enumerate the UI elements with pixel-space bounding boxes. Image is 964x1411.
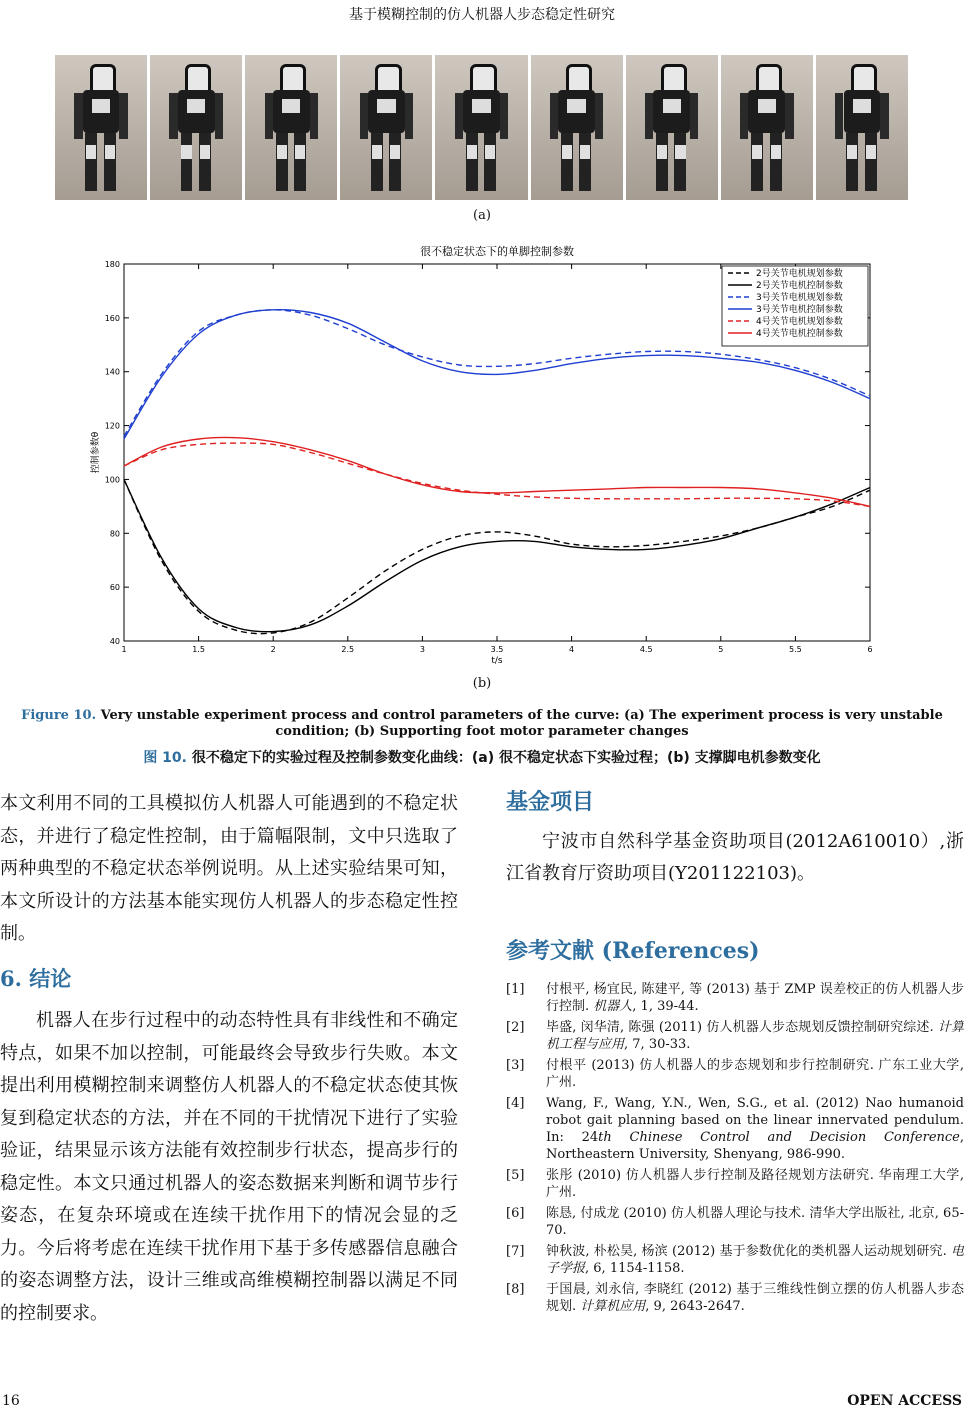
robot-photo-frame [245,55,337,200]
reference-item [506,1205,964,1239]
page-number: 16 [2,1393,20,1409]
reference-journal: 电子学报 [546,1244,964,1276]
reference-item [506,1243,964,1277]
y-tick-label: 60 [109,583,120,593]
reference-journal: 计算机应用 [580,1299,646,1314]
x-tick-label: 2 [270,645,276,654]
reference-number: [4] [506,1096,525,1111]
legend-entry: 3号关节电机控制参数 [756,305,843,315]
x-tick-label: 3 [419,645,425,654]
reference-text: Wang, F., Wang, Y.N., Wen, S.G., et al. (2012) Nao humanoid robot gait planning based on the linear innervated pendulum. In: 24 [546,1096,964,1145]
y-tick-label: 140 [104,367,120,377]
right-column [506,785,964,1319]
reference-journal: 计算机工程与应用 [546,1020,964,1052]
figure-caption-zh [0,747,964,767]
robot-photo-strip [55,55,908,200]
figure-sublabel-a: (a) [473,208,491,223]
reference-tail: , 9, 2643-2647. [645,1299,745,1314]
running-head: 基于模糊控制的仿人机器人步态稳定性研究 [349,7,615,23]
reference-number: [2] [506,1020,525,1035]
reference-number: [6] [506,1206,525,1221]
y-tick-label: 100 [104,475,120,485]
robot-photo-frame [340,55,432,200]
legend-entry: 4号关节电机规划参数 [756,317,843,327]
reference-number: [3] [506,1058,525,1073]
fund-title: 基金项目 [506,789,595,815]
figure-sublabel-b: (b) [472,676,492,691]
robot-photo-frame [150,55,242,200]
reference-number: [7] [506,1244,525,1259]
caption-zh-label: 图 10. [143,750,187,766]
reference-tail: , 1, 39-44. [632,999,699,1014]
reference-journal: 机器人 [593,999,633,1014]
x-tick-label: 5.5 [789,645,802,654]
section-title-conclusion: 6. 结论 [0,965,72,991]
legend-entry: 2号关节电机规划参数 [756,269,843,279]
reference-item [506,1019,964,1053]
references-title: 参考文献 (References) [506,938,760,964]
reference-item [506,981,964,1015]
parameter-line-chart [80,238,900,673]
reference-text: 付根平 (2013) 仿人机器人的步态规划和步行控制研究. 广东工业大学, 广州. [546,1058,964,1090]
legend-entry: 4号关节电机控制参数 [756,329,843,339]
left-column [0,788,458,1330]
reference-text: 于国晨, 刘永信, 李晓红 (2012) 基于三维线性倒立摆的仿人机器人步态规划. [546,1282,964,1314]
y-tick-label: 120 [104,421,120,431]
reference-number: [8] [506,1282,525,1297]
reference-tail: , 6, 1154-1158. [585,1261,685,1276]
robot-photo-frame [531,55,623,200]
reference-item [506,1281,964,1315]
fund-text: 宁波市自然科学基金资助项目(2012A610010）,浙江省教育厅资助项目(Y201122103)。 [506,831,964,884]
robot-photo-frame [721,55,813,200]
reference-text: 毕盛, 闵华清, 陈强 (2011) 仿人机器人步态规划反馈控制研究综述. [546,1020,938,1035]
reference-text: 陈恳, 付成龙 (2010) 仿人机器人理论与技术. 清华大学出版社, 北京, 65-70. [546,1206,964,1238]
robot-photo-frame [626,55,718,200]
reference-item [506,1167,964,1201]
y-axis-label: 控制参数θ [91,431,101,474]
chart-title: 很不稳定状态下的单脚控制参数 [420,245,574,258]
x-axis-label: t/s [491,656,503,666]
reference-number: [1] [506,982,525,997]
reference-tail: , Northeastern University, Shenyang, 986-990. [546,1130,964,1162]
x-tick-label: 3.5 [490,645,504,654]
robot-photo-frame [55,55,147,200]
legend-entry: 3号关节电机规划参数 [756,293,843,303]
open-access-label: OPEN ACCESS [847,1393,962,1409]
x-tick-label: 4.5 [639,645,653,654]
robot-photo-frame [816,55,908,200]
y-tick-label: 80 [109,529,120,539]
reference-item [506,1095,964,1163]
y-tick-label: 180 [104,260,120,269]
reference-tail: , 7, 30-33. [624,1037,691,1052]
y-tick-label: 160 [104,313,120,323]
paragraph-conclusion: 机器人在步行过程中的动态特性具有非线性和不确定特点，如果不加以控制，可能最终会导致步行失败。本文提出利用模糊控制来调整仿人机器人的不稳定状态使其恢复到稳定状态的方法，并在不同的干扰情况下进行了实验验证，结果显示该方法能有效控制步行状态，提高步行的稳定性。本文只通过机器人的姿态数据来判断和调节步行姿态，在复杂环境或在连续干扰作用下的情况会显的乏力。今后将考虑在连续干扰作用下基于多传感器信息融合的姿态调整方法，设计三维或高维模糊控制器以满足不同的控制要求。 [0,1010,458,1324]
y-tick-label: 40 [109,637,120,646]
x-tick-label: 1 [121,645,127,654]
reference-text: 钟秋波, 朴松昊, 杨滨 (2012) 基于参数优化的类机器人运动规划研究. [546,1244,951,1259]
caption-zh-text: 很不稳定下的实验过程及控制参数变化曲线：(a) 很不稳定状态下实验过程；(b) 支撑脚电机参数变化 [191,750,821,766]
legend-entry: 2号关节电机控制参数 [756,281,843,291]
x-tick-label: 2.5 [341,645,355,654]
reference-list [506,981,964,1315]
reference-journal: th Chinese Control and Decision Conference [598,1130,960,1145]
robot-photo-frame [435,55,527,200]
caption-en-text: Very unstable experiment process and control parameters of the curve: (a) The experiment process is very unstable condition; (b) Supporting foot motor parameter changes [96,708,943,739]
x-tick-label: 6 [867,645,873,654]
x-tick-label: 1.5 [192,645,205,654]
reference-text: 付根平, 杨宜民, 陈建平, 等 (2013) 基于 ZMP 误差校正的仿人机器人步行控制. [546,982,964,1014]
reference-number: [5] [506,1168,525,1183]
caption-en-label: Figure 10. [21,708,97,723]
paragraph-summary: 本文利用不同的工具模拟仿人机器人可能遇到的不稳定状态，并进行了稳定性控制，由于篇幅限制，文中只选取了两种典型的不稳定状态举例说明。从上述实验结果可知，本文所设计的方法基本能实现仿人机器人的步态稳定性控制。 [0,793,458,944]
x-tick-label: 5 [718,645,724,654]
x-tick-label: 4 [569,645,575,654]
reference-text: 张彤 (2010) 仿人机器人步行控制及路径规划方法研究. 华南理工大学, 广州. [546,1168,964,1200]
figure-caption-en [0,708,964,740]
reference-item [506,1057,964,1091]
